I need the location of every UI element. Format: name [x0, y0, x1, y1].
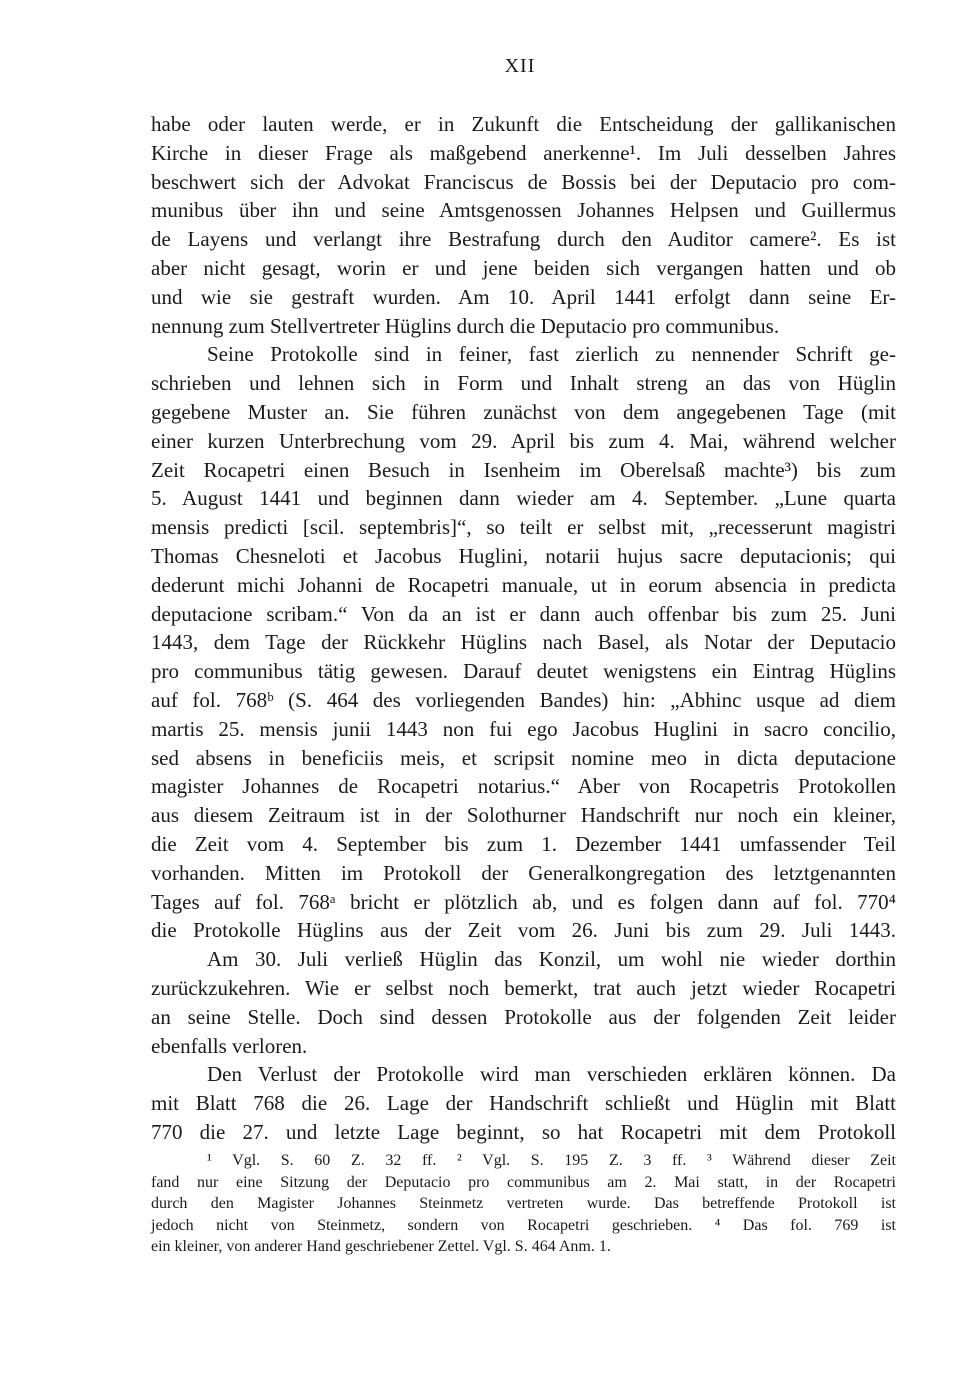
text-line: Tages auf fol. 768ᵃ bricht er plötzlich ab, und es folgen dann auf fol. 770⁴ [151, 889, 896, 914]
text-line: auf fol. 768ᵇ (S. 464 des vorliegenden Bandes) hin: „Abhinc usque ad diem [151, 687, 896, 712]
text-line: Thomas Chesneloti et Jacobus Huglini, notarii hujus sacre deputacionis; qui [151, 543, 896, 568]
text-line: zurückzukehren. Wie er selbst noch bemerkt, trat auch jetzt wieder Rocapetri [151, 975, 896, 1000]
text-line: 5. August 1441 und beginnen dann wieder am 4. September. „Lune quarta [151, 486, 896, 511]
text-line: beschwert sich der Advokat Franciscus de Bossis bei der Deputacio pro com- [151, 169, 896, 194]
text-line: pro communibus tätig gewesen. Darauf deutet wenigstens ein Eintrag Hüglins [151, 659, 896, 684]
text-line: die Protokolle Hüglins aus der Zeit vom 26. Juni bis zum 29. Juli 1443. [151, 918, 896, 943]
footnote-line: durch den Magister Johannes Steinmetz vertreten wurde. Das betreffende Protokoll ist [151, 1195, 896, 1212]
text-line: dederunt michi Johanni de Rocapetri manuale, ut in eorum absencia in predicta [151, 572, 896, 597]
footnote-line: ¹ Vgl. S. 60 Z. 32 ff. ² Vgl. S. 195 Z. 3 ff. ³ Während dieser Zeit [207, 1152, 896, 1169]
main-text [151, 110, 896, 1147]
text-line: nennung zum Stellvertreter Hüglins durch die Deputacio pro communibus. [151, 313, 780, 338]
text-line: Den Verlust der Protokolle wird man verschieden erklären können. Da [207, 1062, 896, 1087]
text-line: und wie sie gestraft wurden. Am 10. April 1441 erfolgt dann seine Er- [151, 284, 896, 309]
text-line: magister Johannes de Rocapetri notarius.“ Aber von Rocapetris Protokollen [151, 774, 896, 799]
text-line: habe oder lauten werde, er in Zukunft die Entscheidung der gallikanischen [151, 112, 896, 136]
text-line: sed absens in beneficiis meis, et scripsit nomine meo in dicta deputacione [151, 745, 896, 770]
text-line: Zeit Rocapetri einen Besuch in Isenheim im Oberelsaß machte³) bis zum [151, 457, 896, 482]
text-line: Kirche in dieser Frage als maßgebend anerkenne¹. Im Juli desselben Jahres [151, 140, 896, 165]
text-line: Am 30. Juli verließ Hüglin das Konzil, um wohl nie wieder dorthin [207, 947, 896, 972]
text-line: deputacione scribam.“ Von da an ist er dann auch offenbar bis zum 25. Juni [151, 601, 896, 626]
text-line: Seine Protokolle sind in feiner, fast zierlich zu nennender Schrift ge- [207, 342, 896, 367]
text-line: mensis predicti [scil. septembris]“, so teilt er selbst mit, „recesserunt magistri [151, 515, 896, 540]
text-line: die Zeit vom 4. September bis zum 1. Dezember 1441 umfassender Teil [151, 831, 896, 856]
text-line: vorhanden. Mitten im Protokoll der Generalkongregation des letztgenannten [151, 860, 896, 885]
text-line: einer kurzen Unterbrechung vom 29. April bis zum 4. Mai, während welcher [151, 428, 896, 453]
text-line: gegebene Muster an. Sie führen zunächst von dem angegebenen Tage (mit [151, 399, 896, 424]
text-line: 770 die 27. und letzte Lage beginnt, so hat Rocapetri mit dem Protokoll [151, 1119, 896, 1144]
text-line: aus diesem Zeitraum ist in der Solothurner Handschrift nur noch ein kleiner, [151, 803, 896, 828]
footnotes [151, 1150, 896, 1258]
text-line: aber nicht gesagt, worin er und jene beiden sich vergangen hatten und ob [151, 255, 896, 280]
text-line: mit Blatt 768 die 26. Lage der Handschrift schließt und Hüglin mit Blatt [151, 1091, 896, 1116]
text-line: 1443, dem Tage der Rückkehr Hüglins nach Basel, als Notar der Deputacio [151, 630, 896, 655]
page-number: XII [504, 55, 536, 77]
text-line: de Layens und verlangt ihre Bestrafung durch den Auditor camere². Es ist [151, 227, 896, 252]
footnote-line: fand nur eine Sitzung der Deputacio pro communibus am 2. Mai statt, in der Rocapetri [151, 1173, 896, 1191]
footnote-line: ein kleiner, von anderer Hand geschriebener Zettel. Vgl. S. 464 Anm. 1. [151, 1238, 611, 1255]
text-line: martis 25. mensis junii 1443 non fui ego Jacobus Huglini in sacro concilio, [151, 716, 896, 741]
text-line: schrieben und lehnen sich in Form und Inhalt streng an das von Hüglin [151, 371, 896, 396]
text-line: munibus über ihn und seine Amtsgenossen Johannes Helpsen und Guillermus [151, 198, 896, 223]
text-line: an seine Stelle. Doch sind dessen Protokolle aus der folgenden Zeit leider [151, 1004, 896, 1029]
footnote-line: jedoch nicht von Steinmetz, sondern von Rocapetri geschrieben. ⁴ Das fol. 769 ist [151, 1216, 896, 1234]
text-line: ebenfalls verloren. [151, 1033, 308, 1058]
